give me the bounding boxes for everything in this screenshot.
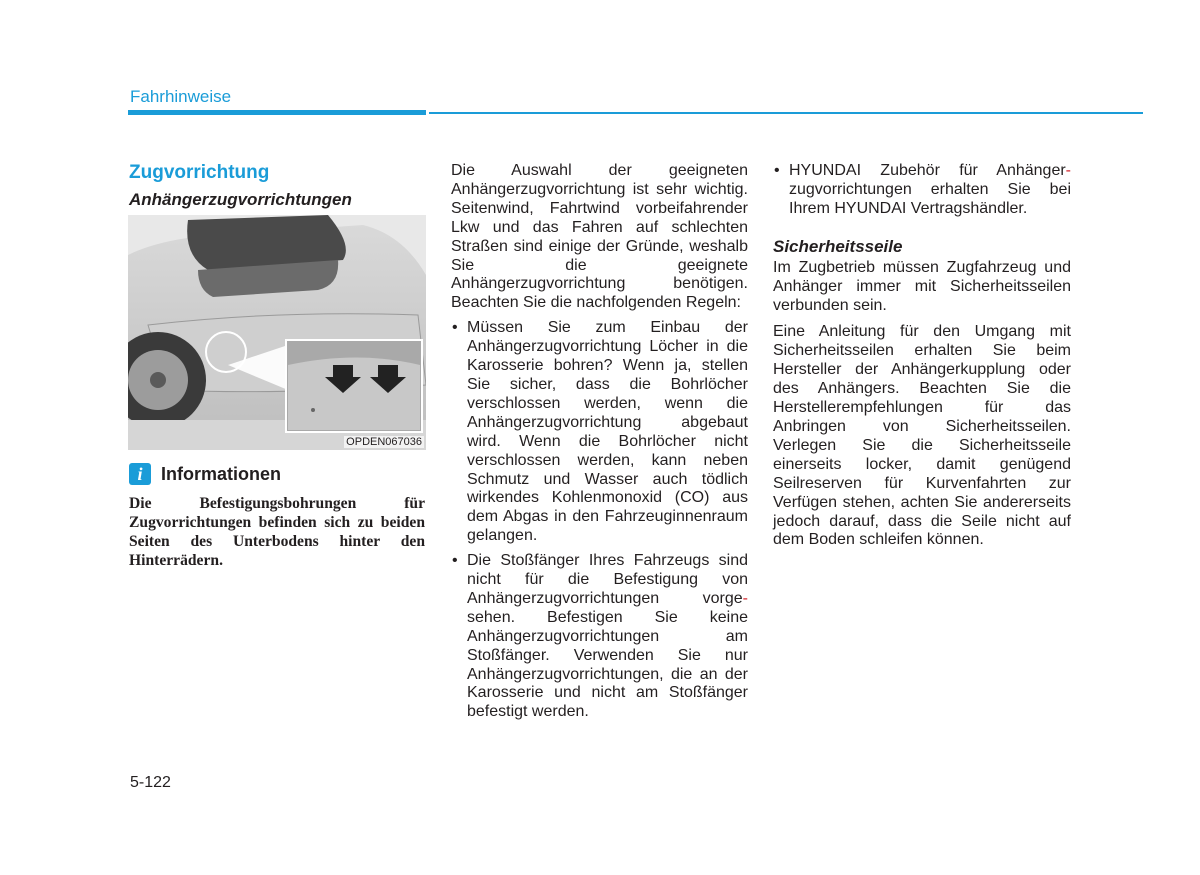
hyphen-mark: - (742, 589, 748, 607)
accessory-list (773, 162, 1071, 219)
paragraph: Eine Anleitung für den Umgang mit Sicherheitsseilen erhalten Sie beim Hersteller der Anhängerkupplung oder des Anhängers. Beachten Sie die Herstellerempfehlungen für das Anbringen von Sicherheitsseilen. Verlegen Sie die Sicherheitsseile einerseits locker, damit genügend Seilreserven für Kurvenfahrten zur Verfügen stehen, achten Sie andererseits jedoch darauf, dass die Seile nicht auf dem Boden schleifen können. (773, 323, 1071, 549)
page-number: 5-122 (130, 774, 171, 791)
bullet-text-part: zugvorrichtungen erhalten Sie bei Ihrem HYUNDAI Vertragshändler. (789, 180, 1071, 217)
column-3 (773, 162, 1071, 550)
bullet-text-part: sehen. Befestigen Sie keine Anhängerzugvorrichtungen am Stoßfänger. Verwenden Sie nur Anhängerzugvorrichtungen, die an der Karosserie und nicht am Stoßfänger befestigt werden. (467, 608, 748, 721)
subheading-sicherheitsseile: Sicherheitsseile (773, 236, 903, 256)
figure-caption: OPDEN067036 (346, 436, 422, 448)
intro-paragraph: Die Auswahl der geeigneten Anhängerzugvorrichtung ist sehr wichtig. Seitenwind, Fahrtwind vorbeifahrender Lkw und das Fahren auf schlechten Straßen sind einige der Gründe, weshalb Sie die geeignete Anhängerzugvorrichtung benötigen. Beachten Sie die nachfolgenden Regeln: (451, 162, 748, 312)
bullet-text-part: Die Stoßfänger Ihres Fahrzeugs sind nicht für die Befestigung von Anhängerzugvorrichtungen vorge (467, 552, 748, 607)
list-item: • Müssen Sie zum Einbau der Anhängerzugvorrichtung Löcher in die Karosserie bohren? Wenn ja, stellen Sie sicher, dass die Bohrlöcher verschlossen werden, wenn die Anhängerzugvorrichtung abgebaut wird. Wenn die Bohrlöcher nicht verschlossen werden, kann neben Schmutz und Wasser auch tödlich wirkendes Kohlenmonoxid (CO) aus dem Abgas in den Fahrzeuginnenraum gelangen. (451, 319, 748, 546)
subheading-anhaengerzugvorrichtungen: Anhängerzugvorrichtungen (129, 190, 352, 209)
info-header (129, 463, 281, 485)
rules-list (451, 319, 748, 722)
heading-zugvorrichtung: Zugvorrichtung (129, 162, 270, 183)
header-bar-thick (128, 110, 426, 115)
car-rear-figure (128, 215, 426, 450)
list-item (451, 552, 748, 722)
bullet-text-part: HYUNDAI Zubehör für Anhänger (789, 162, 1066, 179)
header-bar-thin (429, 112, 1143, 114)
info-icon: i (129, 463, 151, 485)
list-item (773, 162, 1071, 219)
hyphen-mark: - (1065, 162, 1071, 179)
info-title: Informationen (161, 463, 281, 484)
paragraph: Im Zugbetrieb müssen Zugfahrzeug und Anhänger immer mit Sicherheitsseilen verbunden sein. (773, 258, 1071, 314)
car-rear-illustration (128, 215, 426, 450)
column-2 (451, 162, 748, 722)
info-text: Die Befestigungsbohrungen für Zugvorrichtungen befinden sich zu beiden Seiten des Unterbodens hinter den Hinterrädern. (129, 495, 425, 569)
section-label: Fahrhinweise (130, 87, 232, 106)
